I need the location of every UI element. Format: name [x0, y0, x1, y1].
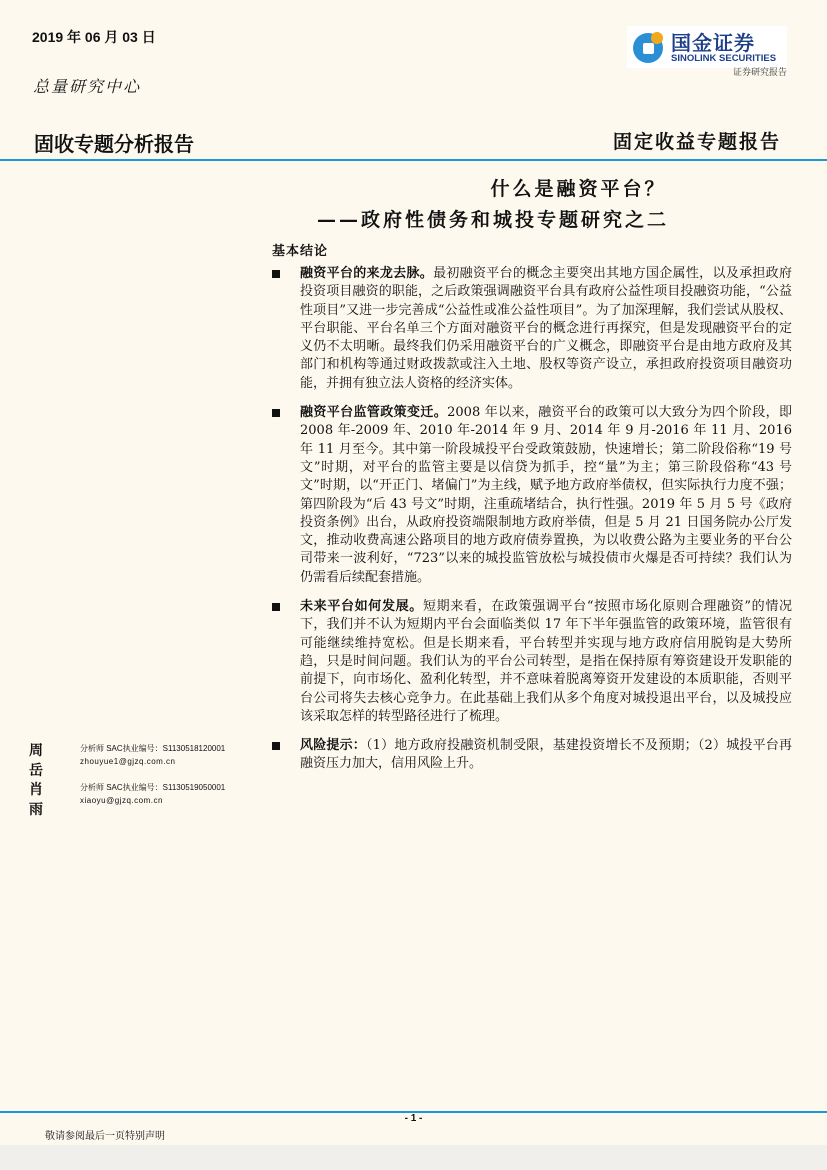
- analyst-name: 肖雨: [29, 782, 46, 818]
- summary-item: [272, 265, 792, 393]
- square-bullet-icon: [272, 409, 280, 417]
- report-subtitle: ——政府性债务和城投专题研究之二: [317, 209, 670, 231]
- summary-item-heading: 融资平台的来龙去脉。: [300, 266, 434, 281]
- logo-name-en: SINOLINK SECURITIES: [671, 53, 777, 64]
- logo-subtitle: 证券研究报告: [732, 68, 787, 78]
- analyst-license: 分析师 SAC执业编号：S1130519050001: [80, 783, 226, 792]
- disclaimer-note: 敬请参阅最后一页特别声明: [45, 1131, 165, 1142]
- report-date: 2019 年 06 月 03 日: [32, 29, 156, 45]
- analyst-email[interactable]: zhouyue1@gjzq.com.cn: [80, 757, 176, 766]
- summary-item: [272, 737, 792, 774]
- summary-list: [272, 265, 792, 785]
- summary-item: [272, 598, 792, 726]
- summary-item-heading: 融资平台监管政策变迁。: [300, 405, 448, 421]
- analyst-name: 周岳: [29, 743, 46, 779]
- analyst-email[interactable]: xiaoyu@gjzq.com.cn: [80, 796, 163, 805]
- report-series: 固定收益专题报告: [612, 131, 781, 153]
- report-title: 什么是融资平台？: [490, 178, 667, 200]
- company-logo: [627, 26, 787, 68]
- analyst-license: 分析师 SAC执业编号：S1130518120001: [80, 744, 226, 753]
- sinolink-logo-icon: [631, 29, 667, 65]
- research-center: 总量研究中心: [33, 77, 142, 96]
- summary-item-body: （1）地方政府投融资机制受限，基建投资增长不及预期；（2）城投平台再融资压力加大，信用风险上升。: [300, 738, 792, 772]
- summary-item-body: 短期来看，在政策强调平台“按照市场化原则合理融资”的情况下，我们并不认为短期内平台会面临类似 17 年下半年强监管的政策环境，监管很有可能继续维持宽松。但是长期来看，平台转型并实现与地方政府信用脱钩是大势所趋，只是时间问题。我们认为的平台公司转型，是指在保持原有筹资建设开发职能的前提下，向市场化、盈利化转型，并不意味着脱离筹资开发建设的本质职能，否则平台公司将失去核心竞争力。在此基础上我们从多个角度对城投退出平台，以及城投应该采取怎样的转型路径进行了梳理。: [300, 599, 792, 724]
- logo-name-cn: 国金证券: [671, 33, 755, 55]
- summary-item-heading: 未来平台如何发展。: [300, 599, 423, 615]
- square-bullet-icon: [272, 603, 280, 611]
- summary-item-body: 最初融资平台的概念主要突出其地方国企属性，以及承担政府投资项目融资的职能，之后政策强调融资平台具有政府公益性项目投融资功能，“公益性项目”又进一步完善成“公益性或准公益性项目”。为了加深理解，我们尝试从股权、平台职能、平台名单三个方面对融资平台的概念进行再探究，但是发现融资平台的定义仍不太明晰。最终我们仍采用融资平台的广义概念，即融资平台是由地方政府及其部门和机构等通过财政拨款或注入土地、股权等资产设立，承担政府投资项目融资功能，并拥有独立法人资格的经济实体。: [300, 266, 792, 391]
- page-number: - 1 -: [404, 1113, 423, 1124]
- summary-item: [272, 404, 792, 587]
- summary-item-heading: 风险提示：: [300, 738, 366, 754]
- square-bullet-icon: [272, 742, 280, 750]
- summary-heading: 基本结论: [272, 244, 329, 259]
- report-category: 固收专题分析报告: [34, 134, 194, 156]
- summary-item-body: 2008 年以来，融资平台的政策可以大致分为四个阶段，即 2008 年-2009 年、2010 年-2014 年 9 月、2014 年 9 月-2016 年 11 月、2016 年 11 月至今。其中第一阶段城投平台受政策鼓励，快速增长；第二阶段俗称“19 号文”时期，对平台的监管主要是以信贷为抓手，控“量”为主；第三阶段俗称“43 号文”时期，以“开正门、堵偏门”为主线，赋予地方政府举债权，但实际执行力度不强；第四阶段为“后 43 号文”时期，注重疏堵结合，执行性强。2019 年 5 月 5 号《政府投资条例》出台，从政府投资端限制地方政府举债，但是 5 月 21 日国务院办公厅发文，推动收费高速公路项目的地方政府债券置换，为以收费公路为主要业务的平台公司带来一波利好，“723”以来的城投监管放松与城投债市火爆是否可持续？我们认为仍需看后续配套措施。: [300, 405, 792, 585]
- header-divider: [0, 159, 827, 161]
- square-bullet-icon: [272, 270, 280, 278]
